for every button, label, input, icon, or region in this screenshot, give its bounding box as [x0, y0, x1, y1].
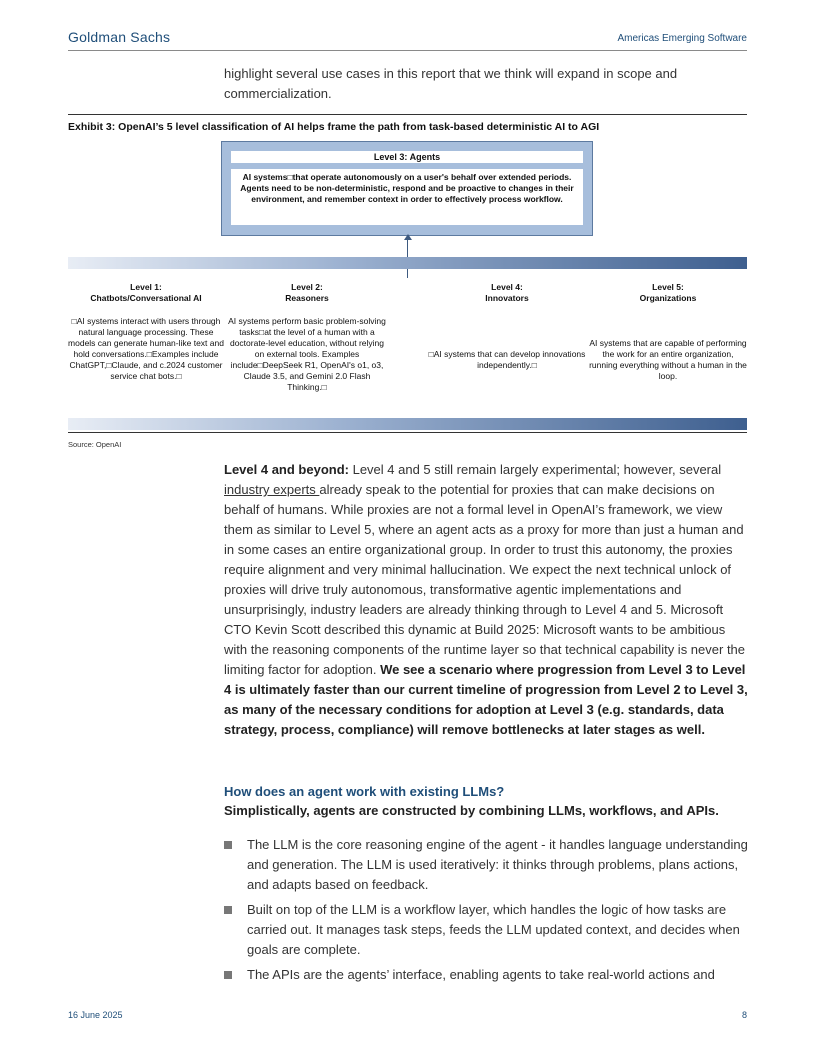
- level2-title-line2: Reasoners: [285, 293, 329, 303]
- bullet-item: [224, 900, 748, 960]
- bullet-text: The LLM is the core reasoning engine of the agent - it handles language understanding and generation. The LLM is used iteratively: it thinks through problems, plans actions, and adapts based on feedback.: [247, 837, 748, 892]
- level3-box: [221, 141, 593, 236]
- paragraph-text-2: already speak to the potential for proxies that can make decisions on behalf of humans. While proxies are not a formal level in OpenAI’s framework, we view them as similar to Level 5, where an agent acts as a proxy for more than just a human and in some cases an entire organizational group. In order to trust this autonomy, the proxies require alignment and very minimal hallucination. We expect the next technical unlock of proxies will drive truly autonomous, transformative agentic implementations and unsurprisingly, industry leaders are already thinking through to Level 4 and 5. Microsoft CTO Kevin Scott described this dynamic at Build 2025: Microsoft wants to be ambitious with the reasoning components of the runtime layer so that technical capability is never the limiting factor for adoption.: [224, 482, 746, 677]
- exhibit-bottom-rule: [68, 432, 747, 433]
- level2-title-line1: Level 2:: [291, 282, 323, 292]
- level2-column: [227, 282, 387, 393]
- exhibit-source: Source: OpenAI: [68, 440, 122, 449]
- bullet-square-icon: [224, 841, 232, 849]
- gradient-bar-bottom: [68, 418, 747, 430]
- page-number: 8: [741, 1010, 747, 1020]
- footer-date: 16 June 2025: [68, 1010, 123, 1020]
- paragraph-conclusion: We see a scenario where progression from Level 3 to Level 4 is ultimately faster than our current timeline of progression from Level 2 to Level 3, as many of the necessary conditions for adoption at Level 3 (e.g. standards, data strategy, process, compliance) will remove bottlenecks at later stages as well.: [224, 662, 748, 737]
- paragraph-text-1: Level 4 and 5 still remain largely experimental; however, several: [348, 462, 722, 477]
- brand-name: Goldman Sachs: [68, 29, 171, 45]
- level5-description: AI systems that are capable of performing the work for an entire organization, running everything without a human in the loop.: [589, 338, 747, 381]
- level4-description: □AI systems that can develop innovations independently.□: [428, 349, 586, 370]
- bullet-item: [224, 965, 748, 985]
- level5-title-line2: Organizations: [639, 293, 697, 303]
- header-divider: [68, 50, 747, 51]
- gradient-bar-top: [68, 257, 747, 269]
- level3-description: AI systems□that operate autonomously on a user's behalf over extended periods. Agents need to be non-deterministic, respond and be proactive to changes in their environment, and remember context in order to effectively process workflow.: [231, 169, 583, 225]
- level5-title-line1: Level 5:: [652, 282, 684, 292]
- report-sector: Americas Emerging Software: [617, 33, 747, 44]
- level1-title-line2: Chatbots/Conversational AI: [90, 293, 202, 303]
- level2-description: AI systems perform basic problem-solving tasks□at the level of a human with a doctorate-level education, without relying on external tools. Examples include□DeepSeek R1, OpenAI's o1, o3, Claude 3.5, and Gemini 2.0 Flash Thinking.□: [228, 316, 386, 392]
- intro-paragraph: highlight several use cases in this report that we think will expand in scope and commercialization.: [224, 66, 678, 101]
- section-subheading: Simplistically, agents are constructed by combining LLMs, workflows, and APIs.: [224, 803, 719, 818]
- level4-beyond-paragraph: [224, 460, 748, 740]
- bullet-square-icon: [224, 906, 232, 914]
- level3-title: Level 3: Agents: [231, 151, 583, 163]
- level4-title-line1: Level 4:: [491, 282, 523, 292]
- level1-description: □AI systems interact with users through natural language processing. These models can generate human-like text and hold conversations.□Examples include ChatGPT,□Claude, and c.2024 customer service chat bots.□: [68, 316, 224, 381]
- bullet-text: The APIs are the agents’ interface, enabling agents to take real-world actions and: [247, 967, 715, 982]
- exhibit-top-rule: [68, 114, 747, 115]
- level1-title-line1: Level 1:: [130, 282, 162, 292]
- paragraph-lead: Level 4 and beyond:: [224, 462, 349, 477]
- section-heading: How does an agent work with existing LLMs?: [224, 784, 505, 799]
- bullet-text: Built on top of the LLM is a workflow layer, which handles the logic of how tasks are carried out. It manages task steps, feeds the LLM updated context, and decides when goals are complete.: [247, 902, 740, 957]
- arrow-up-icon: [404, 234, 412, 240]
- bullet-item: [224, 835, 748, 895]
- level4-title-line2: Innovators: [485, 293, 529, 303]
- exhibit-title: Exhibit 3: OpenAI’s 5 level classification of AI helps frame the path from task-based deterministic AI to AGI: [68, 121, 600, 133]
- industry-experts-link[interactable]: industry experts: [224, 482, 320, 497]
- level5-column: [588, 282, 748, 382]
- bullet-square-icon: [224, 971, 232, 979]
- level1-column: [66, 282, 226, 382]
- level4-column: [427, 282, 587, 371]
